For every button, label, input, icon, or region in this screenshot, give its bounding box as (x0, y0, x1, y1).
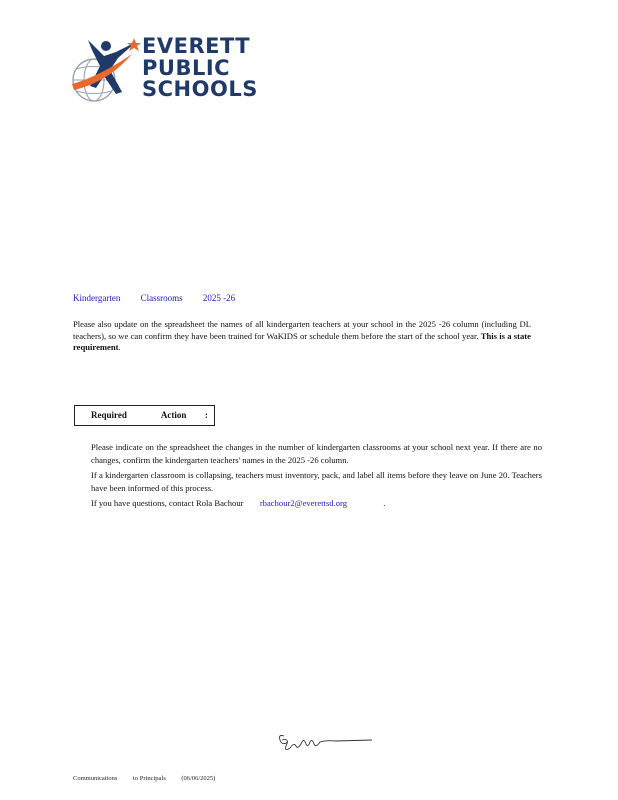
logo-figure-icon (70, 36, 142, 112)
page-footer (73, 775, 229, 782)
logo-line-1: EVERETT (142, 34, 251, 58)
footer-part-2: to Principals (133, 775, 166, 782)
section-heading (73, 293, 253, 303)
paragraph-end: . (118, 342, 121, 352)
handwritten-signature (276, 728, 376, 754)
logo-line-3: SCHOOLS (142, 77, 258, 101)
required-action-box (74, 405, 215, 426)
list-item (76, 441, 542, 467)
list-item-end: . (383, 498, 386, 508)
footer-part-3: (06/06/2025) (181, 775, 216, 782)
required-action-label-1: Required (91, 410, 127, 420)
action-list (76, 441, 542, 512)
contact-email-link[interactable]: rbachour2@everettsd.org (259, 498, 348, 508)
required-action-colon: : (204, 410, 208, 420)
paragraph-emphasis: This is a state requirement (73, 330, 531, 352)
list-item-text: If a kindergarten classroom is collapsing, teachers must inventory, pack, and label all items before they leave on June 20. Teachers have been informed of this process. (91, 470, 542, 493)
list-item (76, 469, 542, 495)
logo-wordmark (142, 36, 258, 101)
heading-word-2: Classrooms (140, 293, 183, 303)
footer-part-1: Communications (73, 775, 118, 782)
heading-word-1: Kindergarten (73, 293, 121, 303)
district-logo (70, 34, 258, 112)
list-item-text: Please indicate on the spreadsheet the changes in the number of kindergarten classrooms at your school next year. If there are no changes, confirm the kindergarten teachers' names in the 2025 -26 column. (91, 442, 542, 465)
list-item-text: If you have questions, contact Rola Bachour (91, 498, 244, 508)
paragraph-text: Please also update on the spreadsheet the names of all kindergarten teachers at your school in the 2025 -26 column (including DL teachers), so we can confirm they have been trained for WaKIDS or schedule them before the start of the school year. (73, 319, 531, 341)
required-action-label-2: Action (160, 410, 187, 420)
list-item (76, 497, 542, 510)
logo-line-2: PUBLIC (142, 55, 231, 80)
body-paragraph (73, 319, 531, 354)
heading-year: 2025 -26 (202, 293, 236, 303)
